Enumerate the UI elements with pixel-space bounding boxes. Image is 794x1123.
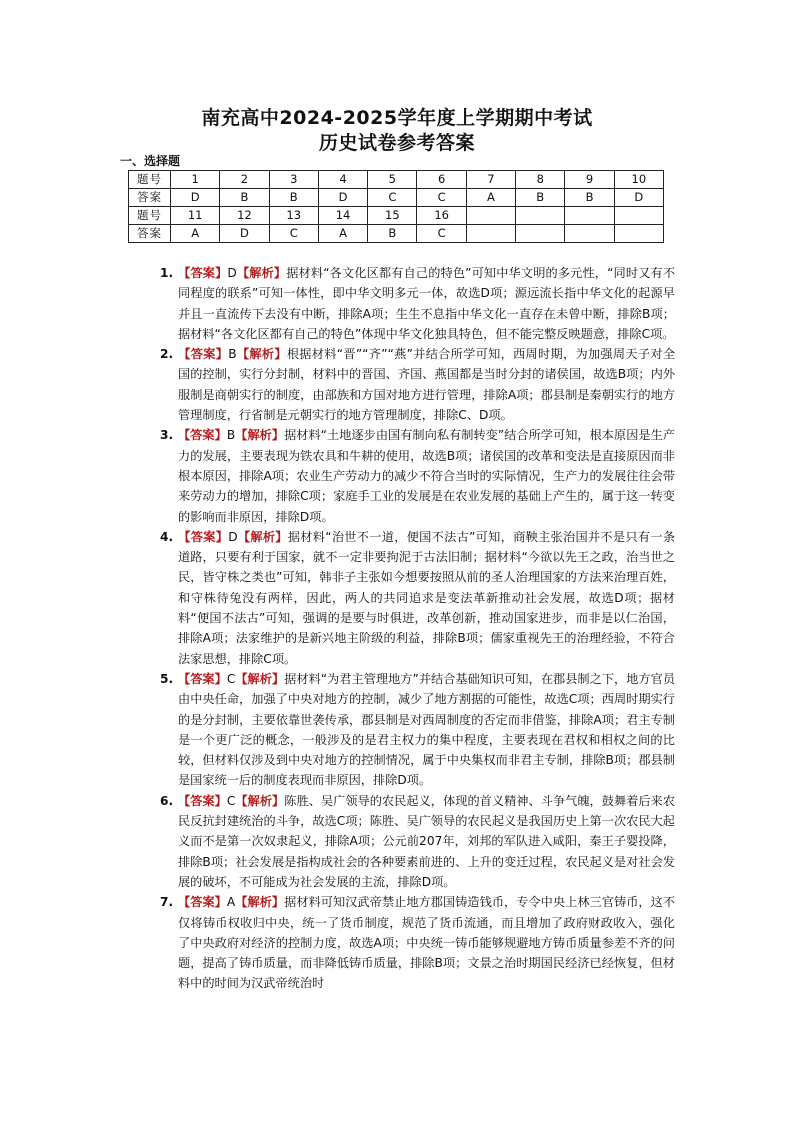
- table-row: [129, 225, 664, 243]
- table-cell: D: [220, 225, 269, 243]
- item-number: 2.: [160, 347, 174, 362]
- item-number: 4.: [160, 529, 174, 544]
- table-cell: [466, 207, 515, 225]
- table-cell: B: [368, 225, 417, 243]
- analysis-tag: 【解析】: [237, 529, 288, 544]
- analysis-tag: 【解析】: [235, 428, 285, 443]
- page-title: 南充高中2024-2025学年度上学期期中考试: [201, 107, 593, 129]
- list-item: [160, 791, 675, 892]
- table-row: [129, 189, 664, 207]
- answer-tag: 【答案】: [178, 266, 228, 280]
- answer-explanations: [160, 263, 675, 994]
- table-cell: 8: [516, 171, 565, 189]
- table-row: [129, 171, 664, 189]
- answer-tag: 【答案】: [178, 793, 227, 808]
- list-item: [160, 344, 675, 425]
- answer-tag: 【答案】: [178, 529, 229, 544]
- item-number: 1.: [160, 266, 174, 280]
- table-cell: 12: [220, 207, 269, 225]
- analysis-text: 根据材料“晋”“齐”“燕”并结合所学可知，西周时期，为加强周天子对全国的控制，实行分封制，材料中的晋国、齐国、燕国都是当时分封的诸侯国，故选B项；内外服制是商朝实行的制度，由部族和方国对地方进行管理，排除A项；郡县制是秦朝实行的地方管理制度，行省制是元朝实行的地方管理制度，排除C、D项。: [178, 347, 676, 423]
- table-cell: D: [614, 189, 663, 207]
- analysis-tag: 【解析】: [235, 671, 285, 686]
- section-heading: 一、选择题: [120, 154, 181, 168]
- table-cell: C: [417, 225, 466, 243]
- analysis-tag: 【解析】: [236, 266, 287, 280]
- list-item: [160, 263, 675, 344]
- table-cell: A: [171, 225, 220, 243]
- analysis-tag: 【解析】: [236, 347, 287, 362]
- table-cell: 11: [171, 207, 220, 225]
- table-cell: 7: [466, 171, 515, 189]
- analysis-tag: 【解析】: [235, 793, 285, 808]
- item-number: 6.: [160, 793, 174, 808]
- table-cell: 3: [269, 171, 318, 189]
- list-item: [160, 892, 675, 993]
- table-cell: [516, 225, 565, 243]
- answer-letter: D: [227, 266, 237, 280]
- table-cell: C: [368, 189, 417, 207]
- table-cell: C: [269, 225, 318, 243]
- table-cell: [614, 207, 663, 225]
- answer-letter: B: [226, 428, 236, 443]
- page-subtitle: 历史试卷参考答案: [318, 132, 475, 154]
- table-cell: 14: [318, 207, 367, 225]
- table-cell: D: [171, 189, 220, 207]
- answer-tag: 【答案】: [178, 428, 227, 443]
- table-cell: 5: [368, 171, 417, 189]
- table-cell: D: [318, 189, 367, 207]
- analysis-text: 据材料“治世不一道，便国不法古”可知，商鞅主张治国并不是只有一条道路，只要有利于国家，就不一定非要拘泥于古法旧制；据材料“今欲以先王之政，治当世之民，皆守株之类也”可知，韩非子主张如今想要按照从前的圣人治理国家的方法来治理百姓，和守株待兔没有两样，因此，两人的共同追求是变法革新推动社会发展，故选D项；据材料“便国不法古”可知，强调的是要与时俱进，改革创新，推动国家进步，而非是以仁治国，排除A项；法家维护的是新兴地主阶级的利益，排除B项；儒家重视先王的治理经验，不符合法家思想，排除C项。: [178, 529, 676, 666]
- table-cell: A: [466, 189, 515, 207]
- item-number: 5.: [160, 671, 174, 686]
- answer-tag: 【答案】: [178, 895, 227, 910]
- answer-tag: 【答案】: [178, 347, 229, 362]
- table-cell: 6: [417, 171, 466, 189]
- item-number: 7.: [160, 895, 174, 910]
- list-item: [160, 425, 675, 526]
- analysis-text: 据材料“土地逐步由国有制向私有制转变”结合所学可知，根本原因是生产力的发展，主要表现为铁农具和牛耕的使用，故选B项；诸侯国的改革和变法是直接原因而非根本原因，排除A项；农业生产劳动力的减少不符合当时的实际情况，生产力的发展往往会带来劳动力的增加，排除C项；家庭手工业的发展是在农业发展的基础上产生的，属于这一转变的影响而非原因，排除D项。: [178, 428, 676, 524]
- table-cell: 13: [269, 207, 318, 225]
- analysis-text: 陈胜、吴广领导的农民起义，体现的首义精神、斗争气魄，鼓舞着后来农民反抗封建统治的斗争，故选C项；陈胜、吴广领导的农民起义是我国历史上第一次农民大起义而不是第一次奴隶起义，排除A项；公元前207年，刘邦的军队进入咸阳，秦王子婴投降，排除B项；社会发展是指构成社会的各种要素前进的、上升的变迁过程，农民起义是对社会发展的破坏，不可能成为社会发展的主流，排除D项。: [178, 793, 676, 889]
- table-cell: 10: [614, 171, 663, 189]
- answer-letter: A: [226, 895, 236, 910]
- answer-table: [128, 170, 664, 243]
- table-cell: [565, 225, 614, 243]
- table-cell: B: [516, 189, 565, 207]
- analysis-tag: 【解析】: [235, 895, 285, 910]
- analysis-text: 据材料“为君主管理地方”并结合基础知识可知，在郡县制之下，地方官员由中央任命，加强了中央对地方的控制，减少了地方割据的可能性，故选C项；西周时期实行的是分封制，主要依靠世袭传承，郡县制是对西周制度的否定而非借鉴，排除A项；君主专制是一个更广泛的概念，一般涉及的是君主权力的集中程度，主要表现在君权和相权之间的比较，但材料仅涉及到中央对地方的控制情况，属于中央集权而非君主专制，排除B项；郡县制是国家统一后的制度表现而非原因，排除D项。: [178, 671, 676, 788]
- table-cell: 4: [318, 171, 367, 189]
- list-item: [160, 527, 675, 669]
- table-cell: [516, 207, 565, 225]
- answer-letter: B: [228, 347, 237, 362]
- table-cell: B: [220, 189, 269, 207]
- table-cell: [614, 225, 663, 243]
- table-cell: B: [565, 189, 614, 207]
- list-item: [160, 669, 675, 791]
- item-number: 3.: [160, 428, 174, 443]
- table-cell: B: [269, 189, 318, 207]
- answer-letter: C: [226, 793, 236, 808]
- row-label: 题号: [129, 171, 171, 189]
- row-label: 答案: [129, 225, 171, 243]
- table-cell: 2: [220, 171, 269, 189]
- table-cell: [466, 225, 515, 243]
- analysis-text: 据材料可知汉武帝禁止地方郡国铸造钱币，专令中央上林三官铸币，这不仅将铸币权收归中央，统一了货币制度，规范了货币流通，而且增加了政府财政收入，强化了中央政府对经济的控制力度，故选A项；中央统一铸币能够规避地方铸币质量参差不齐的问题，提高了铸币质量，而非降低铸币质量，排除B项；文景之治时期国民经济已经恢复，但材料中的时间为汉武帝统治时: [178, 895, 676, 991]
- answer-letter: D: [228, 529, 238, 544]
- table-cell: 9: [565, 171, 614, 189]
- answer-tag: 【答案】: [178, 671, 227, 686]
- table-cell: A: [318, 225, 367, 243]
- row-label: 题号: [129, 207, 171, 225]
- answer-letter: C: [226, 671, 236, 686]
- table-cell: 15: [368, 207, 417, 225]
- table-cell: 16: [417, 207, 466, 225]
- analysis-text: 据材料“各文化区都有自己的特色”可知中华文明的多元性，“同时又有不同程度的联系”可知一体性，即中华文明多元一体，故选D项；源远流长指中华文化的起源早并且一直流传下去没有中断，排除A项；生生不息指中华文化一直存在未曾中断，排除B项；据材料“各文化区都有自己的特色”体现中华文化独具特色，但不能完整反映题意，排除C项。: [178, 266, 676, 341]
- table-cell: [565, 207, 614, 225]
- table-cell: C: [417, 189, 466, 207]
- table-cell: 1: [171, 171, 220, 189]
- row-label: 答案: [129, 189, 171, 207]
- table-row: [129, 207, 664, 225]
